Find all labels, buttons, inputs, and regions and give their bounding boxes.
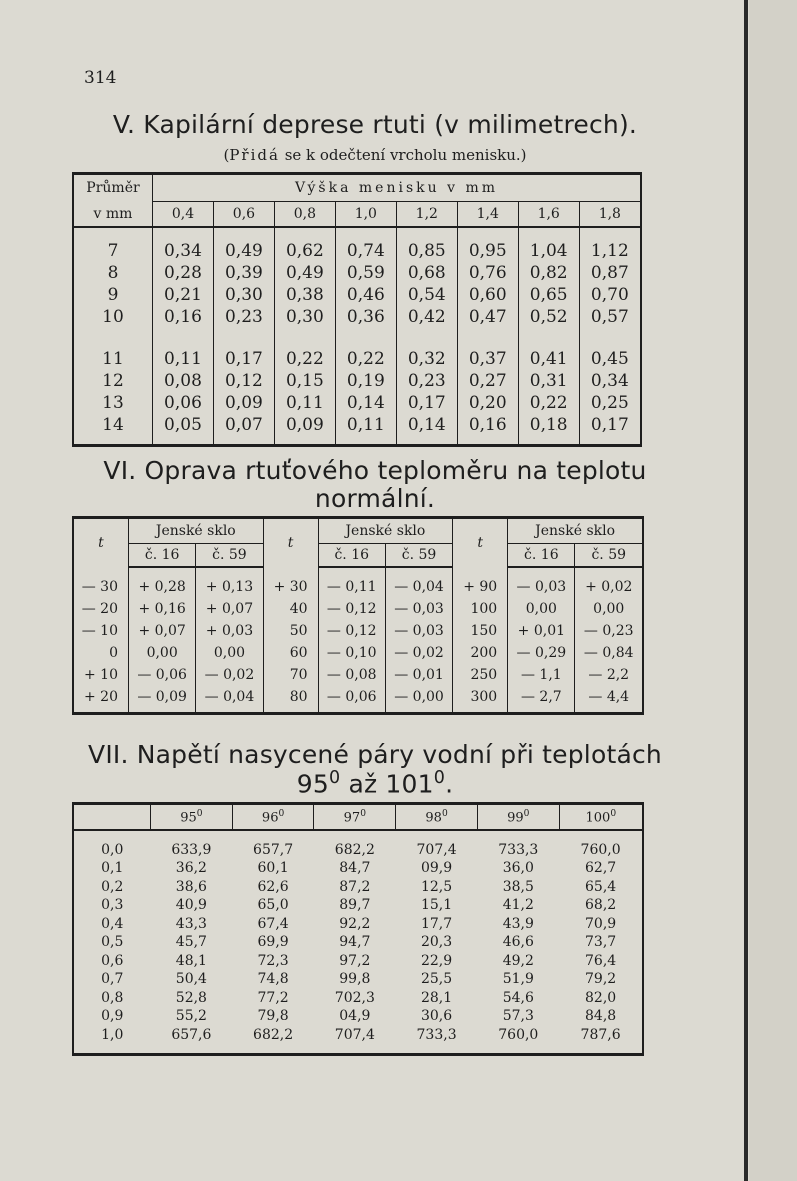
header-height-6: 1,6 — [518, 202, 579, 228]
table-cell: 0,09 — [213, 392, 274, 414]
table-cell: 0,09 — [274, 414, 335, 446]
table-row — [73, 227, 641, 262]
row-fraction: 0,0 — [101, 841, 124, 858]
table-capillary-depression — [72, 172, 642, 447]
row-fraction: 0,5 — [101, 934, 124, 951]
table-cell: 46,6 — [502, 934, 534, 951]
header-height-3: 1,0 — [335, 202, 396, 228]
table-cell: + 0,03 — [196, 620, 263, 642]
header-jena-glass: Jenské sklo — [508, 518, 643, 544]
table-cell: 0,65 — [518, 284, 579, 306]
row-diameter: 8 — [73, 262, 153, 284]
table-cell: 0,68 — [396, 262, 457, 284]
header-temp-100 — [559, 804, 643, 831]
table-cell: 45,7 — [175, 934, 207, 951]
table-cell: 0,41 — [518, 336, 579, 370]
table-row — [73, 952, 643, 971]
table-cell: 0,15 — [274, 370, 335, 392]
row-temperature: 250 — [453, 664, 508, 686]
temp-value: 96 — [261, 810, 279, 826]
table-cell: 51,9 — [502, 971, 534, 988]
table-cell: 0,95 — [457, 227, 518, 262]
title-period: . — [445, 769, 454, 799]
table-cell: 0,62 — [274, 227, 335, 262]
row-temperature: 70 — [263, 664, 318, 686]
table-row — [73, 878, 643, 897]
temp-value: 98 — [425, 810, 442, 826]
table-cell: 74,8 — [257, 971, 289, 988]
table-cell: 76,4 — [585, 952, 617, 969]
table-cell: 733,3 — [416, 1026, 457, 1043]
table-cell: 0,22 — [518, 392, 579, 414]
table-cell: 760,0 — [498, 1026, 539, 1043]
table-cell: 87,2 — [339, 878, 371, 895]
table-cell: 92,2 — [339, 915, 371, 932]
table-cell: 0,20 — [457, 392, 518, 414]
table-cell: 30,6 — [420, 1008, 453, 1025]
degree-mark: 0 — [196, 808, 203, 819]
table-cell: 0,11 — [274, 392, 335, 414]
table-cell: 54,6 — [502, 989, 534, 1006]
subtitle-rest: se k odečtení vrcholu menisku.) — [284, 146, 527, 164]
row-fraction: 1,0 — [101, 1026, 124, 1043]
table-cell: 17,7 — [420, 915, 453, 932]
row-fraction: 0,1 — [101, 860, 124, 877]
table-cell: 1,04 — [518, 227, 579, 262]
table-cell: 707,4 — [416, 841, 457, 858]
table-cell: — 0,03 — [385, 620, 452, 642]
header-height-2: 0,8 — [274, 202, 335, 228]
row-temperature: + 90 — [453, 567, 508, 598]
row-temperature: — 30 — [73, 567, 129, 598]
table-cell: 0,32 — [396, 336, 457, 370]
row-fraction: 0,8 — [101, 989, 124, 1006]
table-row — [73, 1026, 643, 1054]
table-cell: 40,9 — [175, 897, 207, 914]
table-cell: 50,4 — [175, 971, 207, 988]
table-cell: — 0,06 — [129, 664, 196, 686]
header-jena-glass: Jenské sklo — [129, 518, 264, 544]
adjacent-page — [749, 0, 797, 1181]
row-diameter: 11 — [73, 336, 153, 370]
table-cell: 0,45 — [579, 336, 641, 370]
table-cell: 0,38 — [274, 284, 335, 306]
row-fraction: 0,4 — [101, 915, 124, 932]
table-row — [73, 664, 643, 686]
table-cell: 0,59 — [335, 262, 396, 284]
table-row — [73, 989, 643, 1008]
table-cell: — 0,06 — [318, 686, 385, 714]
table-cell: 60,1 — [257, 860, 289, 877]
row-temperature: 100 — [453, 598, 508, 620]
table-cell: — 4,4 — [588, 689, 630, 705]
table-cell: — 0,29 — [508, 642, 575, 664]
table-cell: — 2,2 — [588, 667, 630, 683]
table-cell: 0,21 — [153, 284, 214, 306]
table-cell: — 0,02 — [196, 664, 263, 686]
table-cell: 28,1 — [420, 989, 453, 1006]
degree-mark: 0 — [523, 808, 530, 819]
table-cell: — 1,1 — [508, 664, 575, 686]
table-cell: 99,8 — [339, 971, 371, 988]
degree-mark: 0 — [328, 768, 341, 788]
header-height-4: 1,2 — [396, 202, 457, 228]
table-cell: 0,27 — [457, 370, 518, 392]
table-cell: — 0,03 — [385, 598, 452, 620]
temp-value: 100 — [585, 810, 611, 826]
table-row — [73, 262, 641, 284]
temp-value: 97 — [343, 810, 361, 826]
degree-mark: 0 — [610, 808, 617, 819]
row-diameter: 14 — [73, 414, 153, 446]
table-cell: — 0,84 — [583, 645, 634, 661]
row-temperature: + 10 — [73, 664, 129, 686]
table-cell: 0,16 — [457, 414, 518, 446]
table-cell: 0,08 — [153, 370, 214, 392]
table-cell: 0,34 — [579, 370, 641, 392]
table-cell: + 0,02 — [585, 579, 633, 595]
header-glass-16: č. 16 — [318, 544, 385, 568]
table-row — [73, 598, 643, 620]
table-cell: 62,7 — [585, 860, 617, 877]
section-vii-title-line1: VII. Napětí nasycené páry vodní při teplotách — [88, 740, 662, 769]
table-cell: 0,49 — [213, 227, 274, 262]
temp-value: 95 — [180, 810, 197, 826]
table-row — [73, 370, 641, 392]
table-cell: — 0,00 — [385, 686, 452, 714]
table-cell: — 0,08 — [318, 664, 385, 686]
header-temp-97 — [314, 804, 396, 831]
table-cell: — 0,10 — [318, 642, 385, 664]
table-cell: 82,0 — [585, 989, 617, 1006]
header-height-0: 0,4 — [153, 202, 214, 228]
header-height-7: 1,8 — [579, 202, 641, 228]
row-temperature: 150 — [453, 620, 508, 642]
header-temp-96 — [232, 804, 314, 831]
title-temp-end: až 101 — [340, 769, 434, 799]
table-cell: 0,52 — [518, 306, 579, 336]
table-cell: — 0,12 — [318, 598, 385, 620]
table-cell: — 0,03 — [508, 567, 575, 598]
table-row — [73, 830, 643, 860]
table-cell: 48,1 — [175, 952, 207, 969]
table-cell: 62,6 — [257, 878, 289, 895]
table-cell: 12,5 — [420, 878, 453, 895]
table-cell: 707,4 — [334, 1026, 375, 1043]
table-cell: 0,30 — [274, 306, 335, 336]
table-cell: 55,2 — [175, 1008, 207, 1025]
table-cell: 0,70 — [579, 284, 641, 306]
header-diameter: Průměr — [73, 174, 153, 202]
row-diameter: 13 — [73, 392, 153, 414]
header-glass-16: č. 16 — [508, 544, 575, 568]
table-cell: 38,6 — [175, 878, 207, 895]
table-cell: 0,47 — [457, 306, 518, 336]
table-row — [73, 934, 643, 953]
table-cell: 04,9 — [339, 1008, 371, 1025]
row-diameter: 10 — [73, 306, 153, 336]
table-cell: 57,3 — [502, 1008, 534, 1025]
table-cell: 65,4 — [585, 878, 617, 895]
table-cell: 25,5 — [420, 971, 453, 988]
table-row — [73, 1008, 643, 1027]
header-glass-59: č. 59 — [385, 544, 452, 568]
table-cell: — 0,04 — [196, 686, 263, 714]
table-row — [73, 620, 643, 642]
table-cell: 657,7 — [253, 841, 294, 858]
table-cell: 94,7 — [339, 934, 371, 951]
table-cell: 20,3 — [420, 934, 453, 951]
table-cell: 52,8 — [175, 989, 207, 1006]
table-cell: 0,18 — [518, 414, 579, 446]
table-cell: — 0,04 — [385, 567, 452, 598]
table-row — [73, 414, 641, 446]
table-cell: — 0,09 — [129, 686, 196, 714]
table-cell: + 0,07 — [196, 598, 263, 620]
section-vi-title-line1: VI. Oprava rtuťového teploměru na teplotu — [103, 456, 647, 485]
table-cell: 0,30 — [213, 284, 274, 306]
header-t: t — [453, 518, 508, 568]
table-cell: — 0,01 — [385, 664, 452, 686]
table-cell: 0,23 — [396, 370, 457, 392]
table-cell: 70,9 — [585, 915, 617, 932]
section-vii-title-line2 — [60, 768, 690, 798]
header-t: t — [263, 518, 318, 568]
table-cell: 15,1 — [420, 897, 453, 914]
table-cell: 0,19 — [335, 370, 396, 392]
header-height-5: 1,4 — [457, 202, 518, 228]
table-row — [73, 642, 643, 664]
header-unit: v mm — [73, 202, 153, 228]
table-cell: — 0,11 — [318, 567, 385, 598]
row-temperature: 50 — [263, 620, 318, 642]
table-cell: 0,22 — [274, 336, 335, 370]
table-cell: 0,14 — [396, 414, 457, 446]
table-cell: 0,49 — [274, 262, 335, 284]
table-cell: 633,9 — [171, 841, 212, 858]
header-glass-16: č. 16 — [129, 544, 196, 568]
table-cell: 0,42 — [396, 306, 457, 336]
table-cell: 0,22 — [335, 336, 396, 370]
table-cell: 0,74 — [335, 227, 396, 262]
table-row — [73, 686, 643, 714]
row-fraction: 0,6 — [101, 952, 124, 969]
table-cell: 41,2 — [502, 897, 534, 914]
table-cell: 79,2 — [585, 971, 617, 988]
table-cell: 733,3 — [498, 841, 539, 858]
row-diameter: 12 — [73, 370, 153, 392]
table-cell: 73,7 — [585, 934, 617, 951]
table-cell: 0,76 — [457, 262, 518, 284]
table-cell: 0,17 — [213, 336, 274, 370]
table-cell: 0,87 — [579, 262, 641, 284]
table-cell: 67,4 — [257, 915, 289, 932]
table-row — [73, 284, 641, 306]
table-cell: 43,9 — [502, 915, 534, 932]
table-cell: 0,00 — [196, 642, 263, 664]
table-cell: 0,11 — [335, 414, 396, 446]
table-cell: 0,34 — [153, 227, 214, 262]
row-temperature: + 30 — [263, 567, 318, 598]
table-cell: 38,5 — [502, 878, 534, 895]
header-temp-95 — [151, 804, 233, 831]
table-row — [73, 392, 641, 414]
table-row — [73, 971, 643, 990]
section-v-title: V. Kapilární deprese rtuti (v milimetrech). — [112, 110, 638, 139]
table-cell: 0,60 — [457, 284, 518, 306]
table-cell: 0,46 — [335, 284, 396, 306]
row-temperature: 60 — [263, 642, 318, 664]
table-vapor-pressure — [72, 802, 644, 1056]
header-glass-59: č. 59 — [196, 544, 263, 568]
table-cell: 0,36 — [335, 306, 396, 336]
table-cell: 89,7 — [339, 897, 371, 914]
row-fraction: 0,3 — [101, 897, 124, 914]
table-cell: 0,23 — [213, 306, 274, 336]
table-cell: 682,2 — [334, 841, 375, 858]
section-v-subtitle: (Přidá se k odečtení vrcholu menisku.) — [223, 146, 527, 164]
table-cell: — 0,02 — [385, 642, 452, 664]
table-cell: 0,39 — [213, 262, 274, 284]
header-glass-59: č. 59 — [575, 544, 643, 568]
table-cell: 0,14 — [335, 392, 396, 414]
degree-mark: 0 — [433, 768, 446, 788]
degree-mark: 0 — [441, 808, 448, 819]
table-cell: 0,85 — [396, 227, 457, 262]
table-cell: 0,37 — [457, 336, 518, 370]
table-cell: + 0,07 — [129, 620, 196, 642]
table-cell: 787,6 — [580, 1026, 621, 1043]
table-cell: 0,28 — [153, 262, 214, 284]
table-cell: 0,05 — [153, 414, 214, 446]
row-temperature: 200 — [453, 642, 508, 664]
table-cell: 0,54 — [396, 284, 457, 306]
table-cell: 682,2 — [253, 1026, 294, 1043]
table-cell: 68,2 — [585, 897, 617, 914]
table-cell: 77,2 — [257, 989, 289, 1006]
degree-mark: 0 — [360, 808, 366, 819]
table-cell: 702,3 — [334, 989, 375, 1006]
table-cell: 84,7 — [339, 860, 371, 877]
header-blank — [73, 804, 151, 831]
table-row — [73, 860, 643, 879]
header-meniscus-height: Výška menisku v mm — [153, 174, 642, 202]
table-cell: — 0,23 — [583, 623, 634, 639]
table-cell: 0,12 — [213, 370, 274, 392]
table-cell: 0,00 — [129, 642, 196, 664]
temp-value: 99 — [507, 810, 524, 826]
table-cell: 0,16 — [153, 306, 214, 336]
table-cell: 1,12 — [579, 227, 641, 262]
table-cell: 65,0 — [257, 897, 289, 914]
table-cell: 0,00 — [508, 598, 575, 620]
table-cell: — 2,7 — [508, 686, 575, 714]
table-cell: 0,06 — [153, 392, 214, 414]
header-height-1: 0,6 — [213, 202, 274, 228]
table-cell: — 0,12 — [318, 620, 385, 642]
table-row — [73, 897, 643, 916]
table-cell: 72,3 — [257, 952, 289, 969]
table-cell: 97,2 — [339, 952, 371, 969]
table-row — [73, 915, 643, 934]
table-row — [73, 567, 643, 598]
header-jena-glass: Jenské sklo — [318, 518, 453, 544]
table-cell: 0,17 — [579, 414, 641, 446]
table-cell: 22,9 — [420, 952, 453, 969]
title-temp-start: 95 — [296, 769, 329, 799]
page-number: 314 — [84, 68, 117, 88]
table-cell: 0,11 — [153, 336, 214, 370]
table-cell: 84,8 — [585, 1008, 617, 1025]
row-diameter: 9 — [73, 284, 153, 306]
table-cell: + 0,13 — [196, 567, 263, 598]
header-t: t — [73, 518, 129, 568]
page-gutter — [744, 0, 748, 1181]
table-row — [73, 306, 641, 336]
table-cell: 69,9 — [257, 934, 289, 951]
table-cell: + 0,28 — [129, 567, 196, 598]
row-temperature: 40 — [263, 598, 318, 620]
table-cell: 760,0 — [580, 841, 621, 858]
table-cell: 657,6 — [171, 1026, 212, 1043]
row-temperature: 80 — [263, 686, 318, 714]
table-row — [73, 336, 641, 370]
row-fraction: 0,9 — [101, 1008, 124, 1025]
table-cell: + 0,16 — [129, 598, 196, 620]
row-fraction: 0,2 — [101, 878, 124, 895]
table-cell: 43,3 — [175, 915, 207, 932]
table-cell: 0,17 — [396, 392, 457, 414]
header-temp-99 — [477, 804, 559, 831]
section-vi-title-line2: normální. — [314, 484, 436, 513]
table-cell: 0,00 — [593, 601, 625, 617]
subtitle-spaced: Přidá — [229, 146, 280, 164]
row-temperature: 0 — [73, 642, 129, 664]
table-cell: 0,82 — [518, 262, 579, 284]
table-cell: 79,8 — [257, 1008, 289, 1025]
table-thermometer-correction — [72, 516, 644, 715]
table-cell: 36,2 — [175, 860, 207, 877]
row-temperature: — 20 — [73, 598, 129, 620]
row-temperature: 300 — [453, 686, 508, 714]
row-fraction: 0,7 — [101, 971, 124, 988]
table-cell: 36,0 — [502, 860, 534, 877]
table-cell: 0,25 — [579, 392, 641, 414]
table-cell: 0,57 — [579, 306, 641, 336]
table-cell: 0,31 — [518, 370, 579, 392]
row-diameter: 7 — [73, 227, 153, 262]
table-cell: + 0,01 — [508, 620, 575, 642]
row-temperature: + 20 — [73, 686, 129, 714]
header-temp-98 — [396, 804, 478, 831]
row-temperature: — 10 — [73, 620, 129, 642]
table-cell: 0,07 — [213, 414, 274, 446]
table-cell: 09,9 — [420, 860, 453, 877]
table-cell: 49,2 — [502, 952, 534, 969]
degree-mark: 0 — [278, 808, 285, 819]
